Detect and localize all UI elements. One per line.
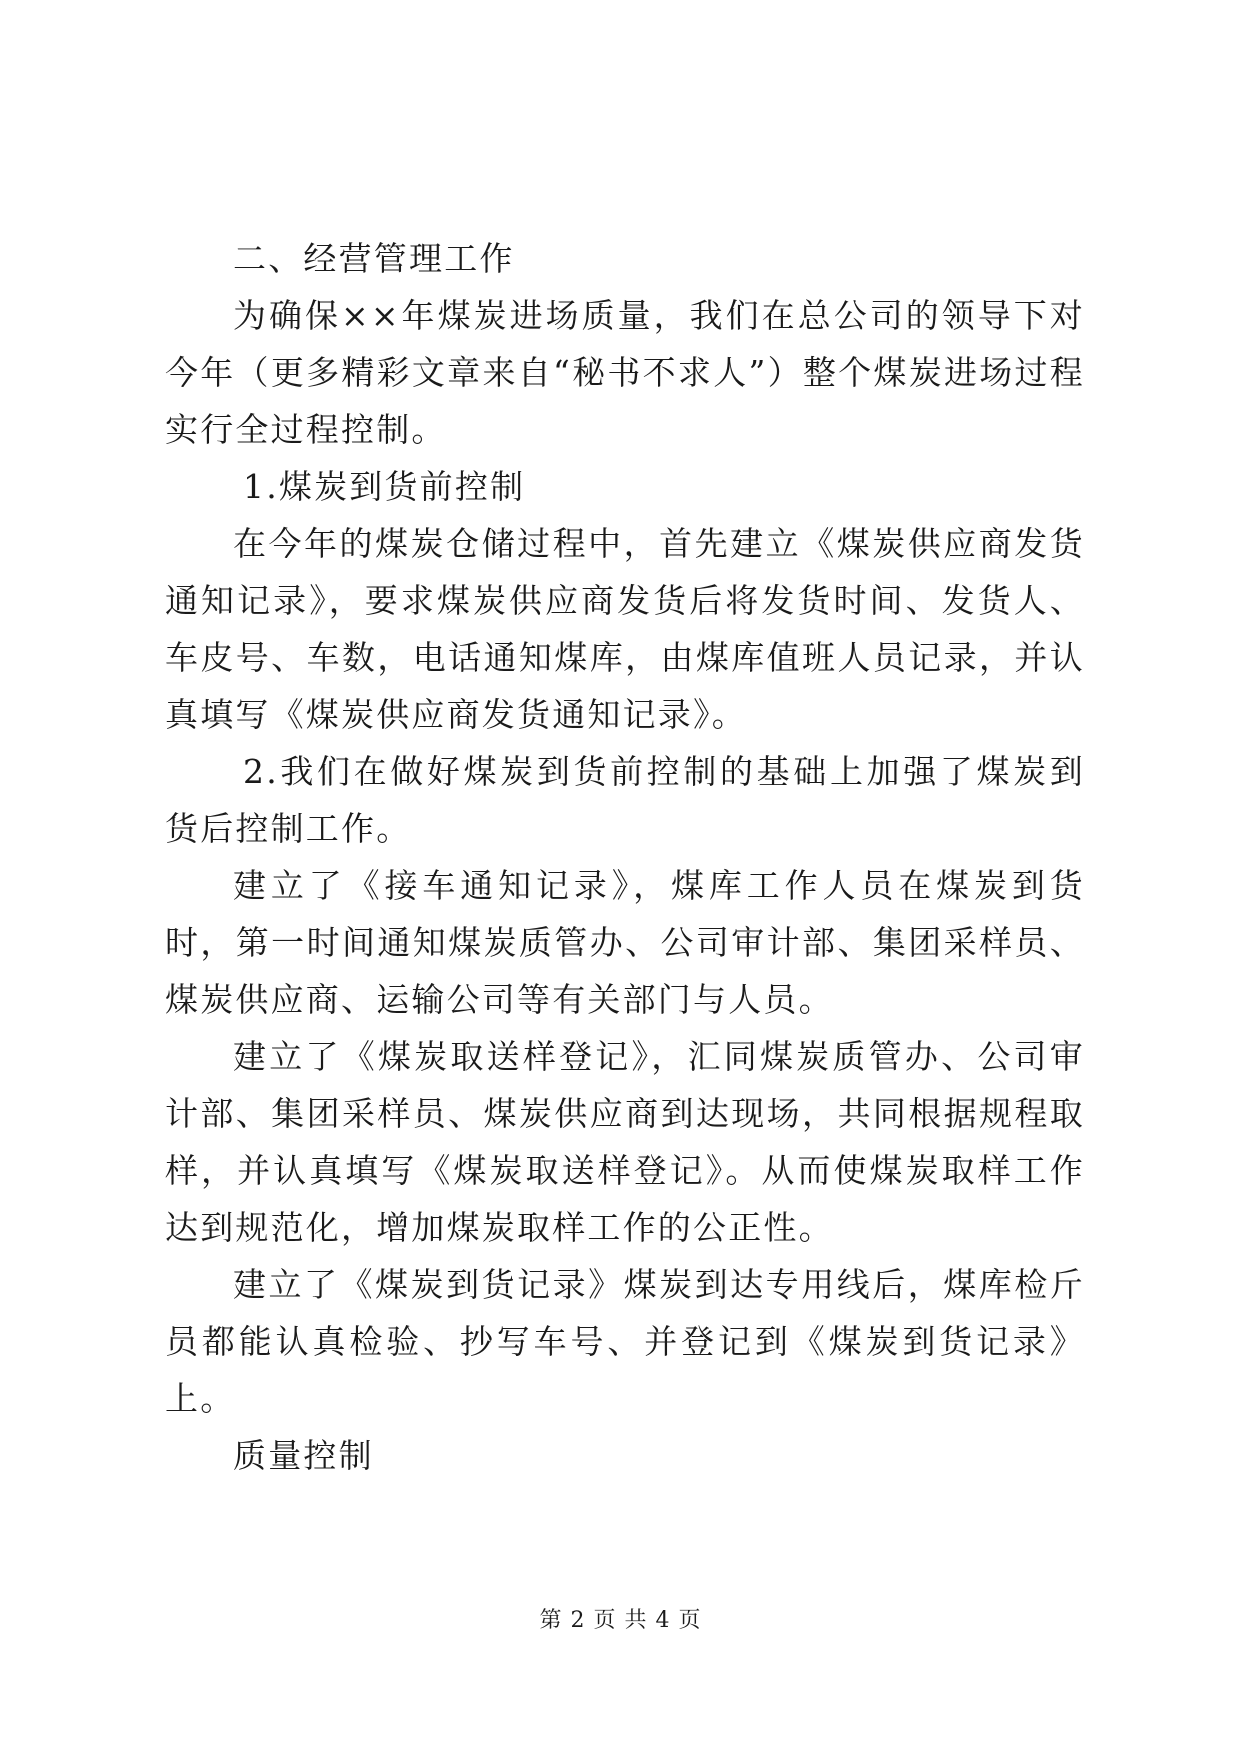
paragraph-receiving-notice: 建立了《接车通知记录》，煤库工作人员在煤炭到货时，第一时间通知煤炭质管办、公司审计部、集团采样员、煤炭供应商、运输公司等有关部门与人员。 [165,866,1085,1019]
paragraph-sampling-register: 建立了《煤炭取送样登记》，汇同煤炭质管办、公司审计部、集团采样员、煤炭供应商到达现场，共同根据规程取样，并认真填写《煤炭取送样登记》。从而使煤炭取样工作达到规范化，增加煤炭取样工作的公正性。 [165,1037,1085,1247]
subheading-quality-control: 质量控制 [233,1436,374,1475]
document-body [165,230,1085,1484]
paragraph-intro: 为确保××年煤炭进场质量，我们在总公司的领导下对今年（更多精彩文章来自“秘书不求人”）整个煤炭进场过程实行全过程控制。 [165,296,1085,449]
paragraph-shipping-notice: 在今年的煤炭仓储过程中，首先建立《煤炭供应商发货通知记录》，要求煤炭供应商发货后将发货时间、发货人、车皮号、车数，电话通知煤库，由煤库值班人员记录，并认真填写《煤炭供应商发货通知记录》。 [165,524,1085,734]
section-heading-operations: 二、经营管理工作 [233,239,515,278]
paragraph-arrival-record: 建立了《煤炭到货记录》煤炭到达专用线后，煤库检斤员都能认真检验、抄写车号、并登记到《煤炭到货记录》上。 [165,1265,1085,1418]
page-footer: 第 2 页 共 4 页 [539,1608,702,1633]
subheading-pre-arrival-control: 1.煤炭到货前控制 [243,467,526,506]
subheading-post-arrival-control: 2.我们在做好煤炭到货前控制的基础上加强了煤炭到货后控制工作。 [165,752,1085,848]
